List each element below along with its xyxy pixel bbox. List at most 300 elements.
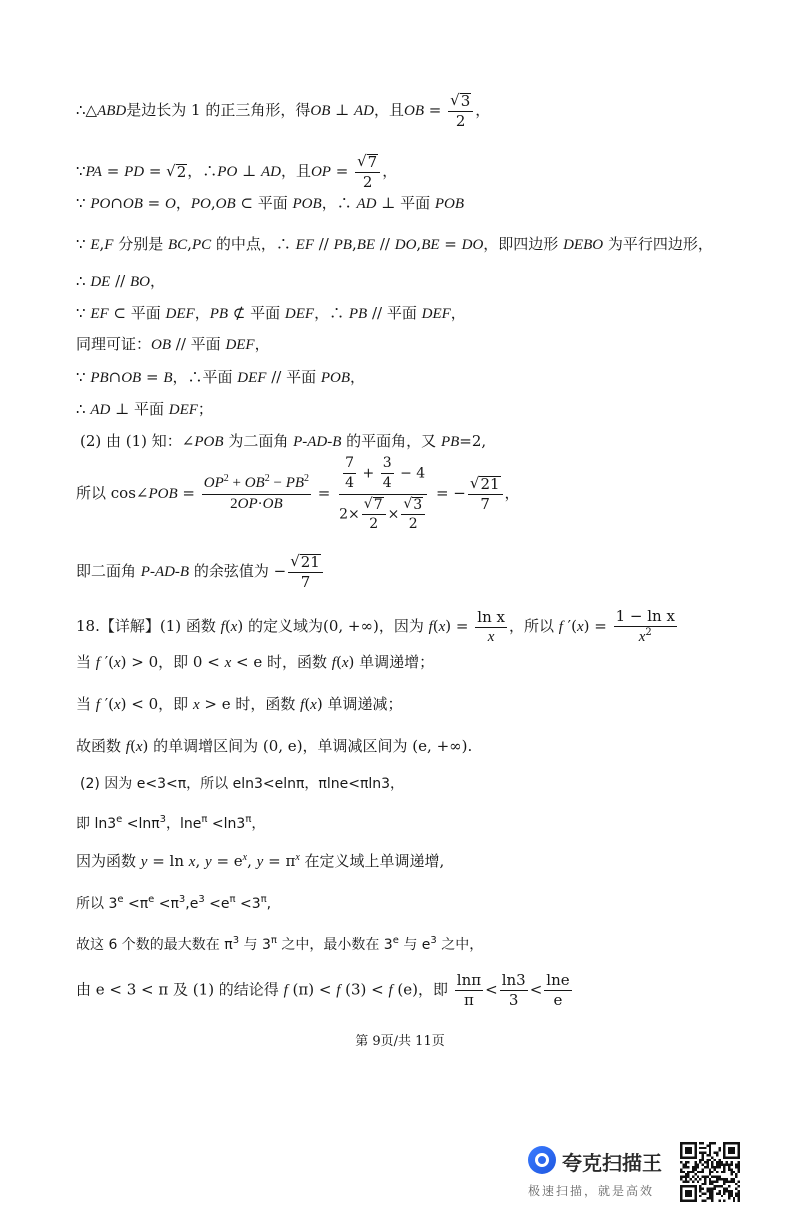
qr-module bbox=[723, 1142, 725, 1159]
scanner-watermark bbox=[520, 1138, 685, 1208]
quark-logo-icon bbox=[528, 1146, 556, 1174]
qr-module bbox=[726, 1190, 728, 1192]
line-10 bbox=[80, 431, 760, 452]
l13-op: ) bbox=[445, 617, 452, 635]
l12-text: 的余弦值为 − bbox=[189, 561, 287, 580]
qr-module bbox=[687, 1171, 689, 1173]
l15-var: f bbox=[300, 697, 305, 713]
l11-law-of-cosines-fraction bbox=[202, 475, 311, 513]
l11-exp: 2 bbox=[264, 473, 270, 484]
qr-module bbox=[721, 1164, 723, 1166]
l18-expression bbox=[76, 816, 265, 832]
l11-var: OB bbox=[262, 496, 283, 512]
qr-module bbox=[709, 1197, 711, 1199]
l22-numerator: lnπ bbox=[456, 971, 482, 989]
qr-module bbox=[687, 1176, 689, 1178]
l6-text: // 平面 bbox=[367, 304, 422, 322]
l11-num: 4 bbox=[382, 475, 392, 491]
qr-module bbox=[680, 1142, 682, 1159]
qr-module bbox=[699, 1142, 701, 1144]
qr-module bbox=[728, 1180, 730, 1182]
qr-module bbox=[728, 1197, 730, 1199]
l2-text: ， bbox=[382, 161, 398, 180]
line-14 bbox=[76, 652, 760, 673]
qr-module bbox=[685, 1178, 687, 1180]
l18-text: ， bbox=[251, 816, 266, 832]
l3-text: ⊂ 平面 bbox=[235, 194, 293, 212]
l13-exp: 2 bbox=[645, 627, 652, 638]
qr-module bbox=[733, 1178, 735, 1180]
l4-text: 为平行四边形， bbox=[603, 235, 713, 253]
l21-exp: 3 bbox=[430, 935, 437, 946]
l4-text: 的中点，∴ bbox=[211, 235, 296, 253]
qr-module bbox=[716, 1178, 718, 1180]
l3-var: POB bbox=[292, 196, 322, 212]
l13-var: x bbox=[438, 619, 446, 635]
qr-module bbox=[738, 1161, 740, 1163]
qr-module bbox=[714, 1180, 716, 1182]
l14-var: x bbox=[113, 655, 121, 671]
l3-var: O bbox=[165, 196, 176, 212]
l5-text: ， bbox=[149, 272, 165, 290]
qr-module bbox=[721, 1178, 723, 1180]
qr-module bbox=[685, 1173, 687, 1175]
qr-module bbox=[735, 1166, 737, 1168]
l2-text: ∵ bbox=[76, 161, 86, 180]
qr-module bbox=[692, 1168, 694, 1170]
l10-var: PB bbox=[440, 434, 460, 450]
l14-text: 单调递增； bbox=[354, 653, 435, 671]
qr-module bbox=[702, 1171, 704, 1173]
l4-text: , bbox=[99, 235, 105, 253]
qr-module bbox=[706, 1166, 708, 1168]
l1-var: OB bbox=[310, 102, 331, 119]
l4-var: PB bbox=[333, 237, 352, 253]
l11-radicand: 21 bbox=[480, 475, 500, 494]
l19-text: 因为函数 bbox=[76, 852, 141, 870]
l8-var: B bbox=[163, 370, 173, 386]
qr-module bbox=[709, 1180, 711, 1182]
qr-module bbox=[694, 1166, 696, 1168]
qr-module bbox=[680, 1171, 682, 1173]
qr-module bbox=[723, 1183, 725, 1185]
line-3 bbox=[76, 193, 760, 214]
l22-var: f bbox=[336, 982, 341, 999]
l19-text: 在定义域上单调递增, bbox=[299, 852, 445, 870]
l21-text: 故这 6 个数的最大数在 π bbox=[76, 937, 233, 953]
qr-module bbox=[702, 1176, 704, 1178]
qr-module bbox=[716, 1176, 718, 1178]
qr-module bbox=[728, 1185, 730, 1187]
qr-module bbox=[702, 1164, 704, 1166]
l8-var: DEF bbox=[237, 370, 267, 386]
qr-module bbox=[733, 1200, 735, 1202]
qr-module bbox=[711, 1156, 713, 1158]
l19-op: = π bbox=[263, 852, 296, 870]
l11-var: OP bbox=[237, 496, 258, 512]
qr-module bbox=[711, 1171, 713, 1173]
qr-module bbox=[702, 1156, 704, 1158]
qr-module bbox=[738, 1164, 740, 1166]
l20-exp: e bbox=[148, 894, 155, 905]
qr-module bbox=[709, 1142, 711, 1144]
l3-text: , bbox=[210, 194, 216, 212]
qr-module bbox=[680, 1200, 697, 1202]
l19-var: y bbox=[140, 854, 148, 870]
line-8 bbox=[76, 367, 760, 388]
l10-text: (2) 由 (1) 知：∠ bbox=[80, 432, 195, 450]
l19-var: y bbox=[256, 854, 264, 870]
qr-module bbox=[687, 1161, 689, 1163]
l8-text: ， bbox=[350, 368, 366, 386]
qr-module bbox=[706, 1154, 708, 1156]
l5-op: // bbox=[110, 272, 130, 290]
l12-denominator: 7 bbox=[300, 572, 311, 591]
qr-module bbox=[730, 1178, 732, 1180]
l8-text: ，∴平面 bbox=[172, 368, 238, 386]
watermark-brand: 夸克扫描王 bbox=[562, 1151, 662, 1175]
l20-text: <π bbox=[123, 896, 149, 912]
qr-module bbox=[728, 1192, 730, 1194]
qr-module bbox=[730, 1168, 732, 1170]
line-13 bbox=[76, 608, 760, 646]
qr-module bbox=[714, 1188, 716, 1190]
l4-text: 分别是 bbox=[113, 235, 168, 253]
l15-text: 单调递减； bbox=[322, 695, 403, 713]
qr-module bbox=[716, 1154, 718, 1156]
qr-module bbox=[711, 1190, 713, 1192]
qr-module bbox=[711, 1166, 713, 1168]
line-1 bbox=[76, 92, 760, 130]
l1-op: ⊥ bbox=[330, 100, 355, 119]
qr-module bbox=[704, 1192, 706, 1194]
qr-module bbox=[709, 1173, 711, 1175]
qr-module bbox=[716, 1166, 718, 1168]
l19-exp: x bbox=[295, 852, 300, 863]
l18-exp: π bbox=[201, 814, 208, 825]
l4-var: BE bbox=[421, 237, 440, 253]
l1-fraction: √ 3 2 bbox=[448, 92, 473, 130]
qr-module bbox=[738, 1197, 740, 1199]
l14-text: 当 bbox=[76, 653, 96, 671]
qr-module bbox=[682, 1171, 684, 1173]
qr-module bbox=[718, 1161, 720, 1163]
qr-module bbox=[738, 1200, 740, 1202]
qr-module bbox=[723, 1168, 725, 1170]
qr-module bbox=[718, 1159, 720, 1161]
qr-module bbox=[718, 1147, 720, 1149]
qr-module bbox=[711, 1176, 713, 1178]
qr-module bbox=[692, 1176, 694, 1178]
qr-module bbox=[702, 1147, 704, 1149]
l6-var: DEF bbox=[284, 306, 315, 322]
l6-var: PB bbox=[209, 306, 229, 322]
l18-exp: π bbox=[245, 814, 252, 825]
l11-numerator bbox=[202, 475, 311, 495]
l4-op: // bbox=[313, 235, 334, 253]
qr-module bbox=[738, 1192, 740, 1194]
l3-op: = bbox=[142, 194, 165, 212]
qr-module bbox=[716, 1161, 718, 1163]
qr-module bbox=[680, 1142, 697, 1144]
l4-text: , bbox=[187, 235, 192, 253]
l2-op: ⊥ bbox=[237, 161, 261, 180]
qr-module bbox=[728, 1195, 730, 1197]
qr-module bbox=[685, 1147, 692, 1154]
qr-module bbox=[694, 1178, 696, 1180]
qr-module bbox=[735, 1176, 737, 1178]
qr-module bbox=[709, 1147, 711, 1149]
l22-op: < bbox=[485, 980, 498, 999]
l13-var: f bbox=[428, 619, 433, 635]
qr-module bbox=[723, 1190, 725, 1192]
l14-text: ) > 0，即 0 < bbox=[120, 653, 225, 671]
l13-numerator: ln x bbox=[477, 607, 505, 626]
l15-var: x bbox=[310, 697, 317, 713]
qr-module bbox=[716, 1185, 718, 1187]
l2-text: ，且 bbox=[280, 161, 311, 180]
l2-var: PO bbox=[217, 163, 238, 180]
l6-text: ∵ bbox=[76, 304, 91, 322]
l15-var: x bbox=[192, 697, 200, 713]
l20-exp: 3 bbox=[198, 894, 205, 905]
line-11 bbox=[76, 455, 760, 533]
qr-module bbox=[718, 1176, 720, 1178]
qr-module bbox=[704, 1200, 706, 1202]
l14-var: f bbox=[331, 655, 336, 671]
qr-module bbox=[718, 1164, 720, 1166]
l4-text: , bbox=[351, 235, 357, 253]
l4-var: BC bbox=[167, 237, 188, 253]
l20-exp: π bbox=[260, 894, 267, 905]
qr-module bbox=[697, 1176, 699, 1178]
qr-module bbox=[738, 1190, 740, 1192]
l4-var: BE bbox=[356, 237, 376, 253]
l9-var: DEF bbox=[168, 402, 198, 418]
l20-exp: e bbox=[117, 894, 124, 905]
qr-module bbox=[738, 1171, 740, 1173]
l15-op: ′( bbox=[99, 695, 114, 713]
l6-var: EF bbox=[90, 306, 109, 322]
qr-module bbox=[728, 1190, 730, 1192]
qr-module bbox=[728, 1164, 730, 1166]
watermark-slogan: 极速扫描，就是高效 bbox=[528, 1184, 655, 1198]
line-22 bbox=[76, 972, 760, 1009]
l18-text: <ln3 bbox=[207, 816, 246, 832]
qr-module bbox=[735, 1195, 737, 1197]
qr-module bbox=[706, 1188, 708, 1190]
qr-module bbox=[685, 1180, 687, 1182]
l18-exp: 3 bbox=[159, 814, 167, 825]
qr-module bbox=[730, 1195, 732, 1197]
l6-text: ， bbox=[194, 304, 210, 322]
line-7 bbox=[76, 334, 760, 355]
l11-num: 2 bbox=[369, 516, 379, 532]
qr-module bbox=[709, 1152, 711, 1154]
qr-module bbox=[738, 1180, 740, 1182]
qr-module bbox=[723, 1164, 725, 1166]
qr-module bbox=[738, 1185, 740, 1187]
l2-var: PD bbox=[124, 163, 145, 180]
l20-text: ,e bbox=[185, 896, 199, 912]
qr-module bbox=[726, 1164, 728, 1166]
l11-text: ， bbox=[504, 484, 520, 502]
l14-op: ) bbox=[348, 653, 355, 671]
l10-text: =2, bbox=[459, 432, 487, 450]
l13-numerator: 1 − ln x bbox=[615, 607, 675, 625]
l2-radicand: 2 bbox=[176, 162, 187, 181]
l8-text: ∵ bbox=[76, 368, 91, 386]
l3-var: OB bbox=[122, 196, 143, 212]
l4-var: DO bbox=[394, 237, 417, 253]
qr-module bbox=[714, 1159, 716, 1161]
l20-text: <π bbox=[154, 896, 179, 912]
l16-op: ( bbox=[129, 737, 136, 755]
qr-code-icon bbox=[680, 1142, 740, 1202]
qr-module bbox=[706, 1176, 708, 1178]
qr-module bbox=[704, 1178, 706, 1180]
qr-module bbox=[711, 1188, 713, 1190]
l19-exp: x bbox=[242, 852, 248, 863]
l6-var: DEF bbox=[165, 306, 195, 322]
l8-var: POB bbox=[320, 370, 351, 386]
qr-module bbox=[714, 1152, 716, 1154]
qr-module bbox=[680, 1168, 682, 1170]
l12-radicand: 21 bbox=[300, 553, 320, 571]
qr-module bbox=[718, 1166, 720, 1168]
l22-text: (π) < bbox=[287, 980, 337, 999]
l22-text: 由 e < 3 < π 及 (1) 的结论得 bbox=[76, 980, 284, 999]
qr-module bbox=[721, 1161, 723, 1163]
qr-module bbox=[685, 1190, 692, 1197]
l12-var: P-AD-B bbox=[140, 563, 190, 580]
qr-module bbox=[738, 1168, 740, 1170]
l11-op: + bbox=[228, 475, 245, 491]
qr-module bbox=[680, 1185, 682, 1202]
l21-text: 与 3 bbox=[239, 937, 271, 953]
qr-module bbox=[709, 1183, 711, 1185]
qr-module bbox=[709, 1190, 711, 1192]
qr-module bbox=[680, 1178, 682, 1180]
l2-op: = bbox=[144, 161, 167, 180]
l20-text: <3 bbox=[235, 896, 261, 912]
l4-var: PC bbox=[191, 237, 212, 253]
l10-text: 的平面角，又 bbox=[341, 432, 441, 450]
line-9 bbox=[76, 399, 760, 420]
l21-expression bbox=[76, 937, 483, 953]
l15-text: > e 时，函数 bbox=[199, 695, 301, 713]
l2-op: = bbox=[330, 161, 354, 180]
l11-result-fraction: √ 21 7 bbox=[468, 475, 503, 513]
qr-module bbox=[694, 1142, 696, 1159]
l1-denominator: 2 bbox=[455, 111, 466, 130]
qr-module bbox=[716, 1180, 718, 1182]
qr-module bbox=[718, 1200, 720, 1202]
qr-module bbox=[694, 1168, 696, 1170]
qr-module bbox=[690, 1178, 692, 1180]
l2-var: OP bbox=[310, 163, 331, 180]
line-18 bbox=[76, 813, 760, 834]
l6-text: ⊂ 平面 bbox=[108, 304, 166, 322]
qr-module bbox=[735, 1173, 737, 1175]
qr-module bbox=[728, 1166, 730, 1168]
qr-module bbox=[704, 1183, 706, 1185]
qr-module bbox=[680, 1161, 682, 1163]
l18-text: <lnπ bbox=[122, 816, 160, 832]
qr-module bbox=[723, 1142, 740, 1144]
qr-module bbox=[687, 1166, 689, 1168]
qr-module bbox=[709, 1188, 711, 1190]
l11-op: − 4 bbox=[395, 465, 426, 482]
l2-var: AD bbox=[260, 163, 281, 180]
l13-op: = bbox=[451, 617, 474, 635]
l1-text: ∴△ bbox=[76, 100, 98, 119]
l13-op: ( bbox=[224, 617, 231, 635]
l1-text: ， bbox=[475, 100, 491, 119]
qr-module bbox=[709, 1144, 711, 1146]
l22-denominator: e bbox=[553, 991, 563, 1009]
l10-var: POB bbox=[194, 434, 224, 450]
l21-text: 与 e bbox=[398, 937, 431, 953]
l3-var: PO bbox=[190, 196, 211, 212]
qr-module bbox=[706, 1164, 708, 1166]
qr-module bbox=[682, 1166, 684, 1168]
l14-var: x bbox=[224, 655, 232, 671]
qr-module bbox=[687, 1173, 689, 1175]
qr-module bbox=[733, 1197, 735, 1199]
qr-module bbox=[702, 1188, 704, 1190]
l4-text: ，即四边形 bbox=[483, 235, 564, 253]
l11-op: − bbox=[269, 475, 286, 491]
qr-module bbox=[711, 1200, 713, 1202]
l15-op: ( bbox=[304, 695, 311, 713]
qr-module bbox=[685, 1166, 687, 1168]
qr-module bbox=[723, 1156, 740, 1158]
qr-module bbox=[726, 1180, 728, 1182]
qr-module bbox=[682, 1180, 684, 1182]
qr-module bbox=[709, 1159, 711, 1161]
qr-module bbox=[721, 1195, 723, 1197]
l20-exp: 3 bbox=[178, 894, 186, 905]
qr-module bbox=[697, 1171, 699, 1173]
l13-fraction-1 bbox=[475, 609, 507, 646]
qr-module bbox=[726, 1188, 728, 1190]
l14-var: x bbox=[341, 655, 349, 671]
l14-var: f bbox=[95, 655, 100, 671]
l4-op: = bbox=[439, 235, 462, 253]
l7-text: // 平面 bbox=[171, 335, 226, 353]
l10-var: P-AD-B bbox=[293, 434, 342, 450]
l2-fraction: √ 7 2 bbox=[355, 153, 380, 191]
l11-radicand: 3 bbox=[413, 497, 423, 513]
l22-denominator: 3 bbox=[508, 991, 519, 1009]
l3-text: ∵ bbox=[76, 194, 91, 212]
l14-op: ( bbox=[335, 653, 342, 671]
l9-text: ； bbox=[197, 400, 213, 418]
l19-op: = ln bbox=[147, 852, 189, 870]
l8-text: // 平面 bbox=[266, 368, 321, 386]
line-6 bbox=[76, 303, 760, 324]
l1-text: 是边长为 1 的正三角形，得 bbox=[126, 100, 311, 119]
qr-module bbox=[723, 1192, 725, 1194]
qr-module bbox=[699, 1161, 701, 1163]
l8-var: PB bbox=[90, 370, 109, 386]
line-16 bbox=[76, 736, 760, 757]
line-21 bbox=[76, 934, 760, 955]
line-12 bbox=[76, 553, 760, 591]
l18-exp: e bbox=[116, 814, 123, 825]
l11-denominator bbox=[228, 495, 285, 513]
